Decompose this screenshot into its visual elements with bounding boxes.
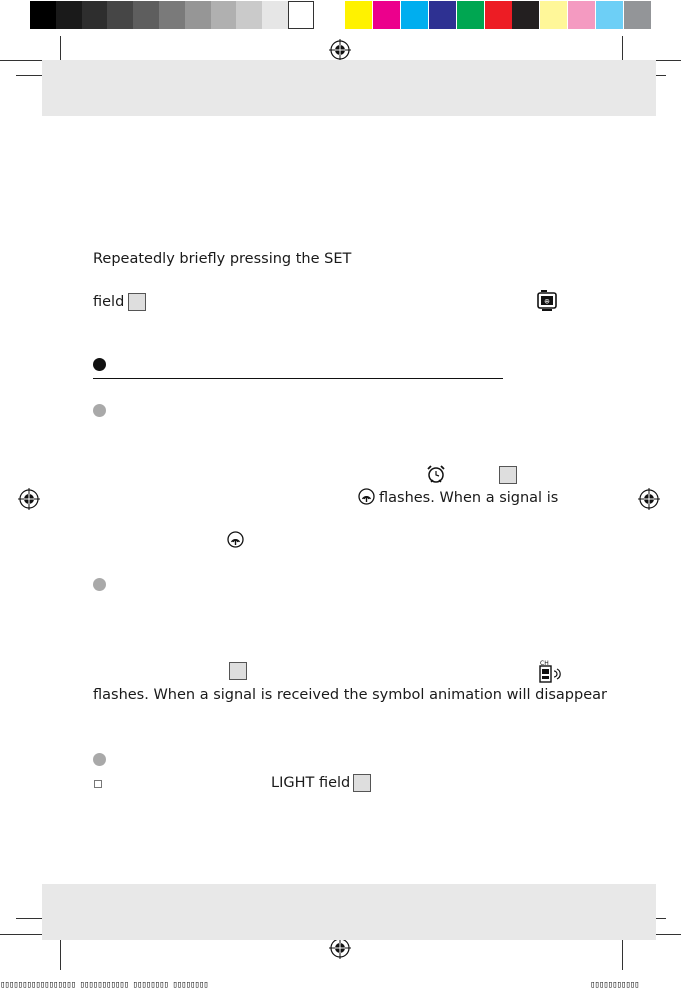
field-reference-box	[353, 774, 371, 792]
color-swatch	[540, 1, 567, 29]
sub-bullet	[93, 404, 106, 417]
svg-text:CH: CH	[540, 660, 549, 667]
registration-mark-icon	[638, 488, 660, 510]
field-reference-box	[128, 293, 146, 311]
footer-band	[42, 884, 656, 940]
signal-reception-icon	[227, 531, 244, 548]
field-reference-box	[499, 466, 517, 484]
color-swatch	[373, 1, 400, 29]
gray-swatch	[211, 1, 237, 29]
crop-mark	[16, 918, 43, 919]
print-code-left: ▯▯▯▯▯▯▯▯▯▯▯▯▯▯▯▯▯ ▯▯▯▯▯▯▯▯▯▯▯ ▯▯▯▯▯▯▯▯ ▯▯▯▯▯▯▯▯	[0, 980, 208, 990]
color-swatch	[596, 1, 623, 29]
radio-clock-icon	[537, 290, 557, 312]
body-text-line: flashes. When a signal is	[379, 490, 559, 506]
crop-mark	[0, 934, 48, 935]
gray-swatch	[185, 1, 211, 29]
registration-mark-icon	[329, 39, 351, 61]
color-swatch	[512, 1, 539, 29]
sub-bullet	[93, 753, 106, 766]
gray-swatch	[82, 1, 108, 29]
color-swatch	[457, 1, 484, 29]
color-swatch	[485, 1, 512, 29]
sub-bullet	[93, 578, 106, 591]
gray-swatch	[30, 1, 56, 29]
svg-text:⊕: ⊕	[544, 297, 550, 306]
gray-swatch	[133, 1, 159, 29]
alarm-clock-icon	[425, 464, 447, 484]
crop-mark	[16, 75, 43, 76]
section-bullet	[93, 358, 106, 371]
body-text-line: flashes. When a signal is received the symbol animation will disappear	[93, 687, 607, 703]
gray-swatch	[236, 1, 262, 29]
gray-swatch	[107, 1, 133, 29]
registration-mark-icon	[18, 488, 40, 510]
color-swatch	[624, 1, 651, 29]
color-swatch	[568, 1, 595, 29]
gray-swatch	[159, 1, 185, 29]
registration-mark-icon	[329, 937, 351, 959]
field-reference-box	[229, 662, 247, 680]
section-rule	[93, 378, 503, 379]
sensor-signal-icon	[539, 659, 563, 683]
list-square-marker	[94, 780, 102, 788]
header-band	[42, 60, 656, 116]
color-swatch	[401, 1, 428, 29]
gray-swatch	[288, 1, 314, 29]
signal-reception-icon	[358, 488, 375, 505]
gray-swatch	[56, 1, 82, 29]
color-swatch	[345, 1, 372, 29]
crop-mark	[0, 60, 48, 61]
gray-swatch	[262, 1, 288, 29]
print-code-right: ▯▯▯▯▯▯▯▯▯▯▯	[590, 980, 639, 990]
body-text-field-label: field	[93, 294, 125, 310]
color-swatch	[429, 1, 456, 29]
body-text-line: Repeatedly briefly pressing the SET	[93, 251, 352, 267]
body-text-line: LIGHT field	[271, 775, 351, 791]
